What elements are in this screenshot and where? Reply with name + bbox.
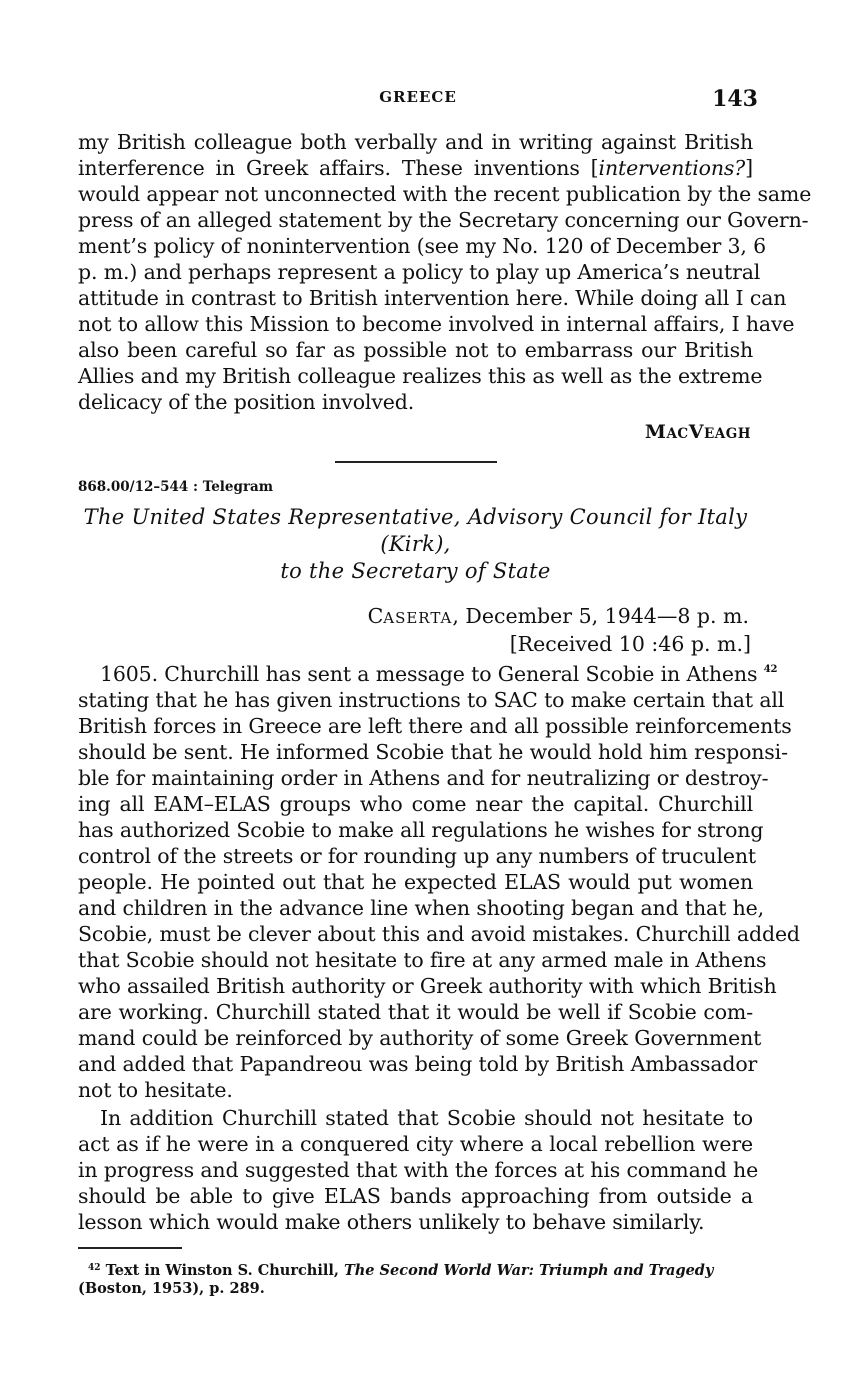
page-header xyxy=(78,86,758,116)
body-paragraph xyxy=(78,661,800,1103)
text-line: British forces in Greece are left there and all possible reinforcements xyxy=(78,714,792,738)
text-line: ing all EAM–ELAS groups who come near the capital. Churchill xyxy=(78,792,753,816)
text-line: Scobie, must be clever about this and avoid mistakes. Churchill added xyxy=(78,922,800,946)
text-line: that Scobie should not hesitate to fire at any armed male in Athens xyxy=(78,948,767,972)
text-line: 1605. Churchill has sent a message to General Scobie in Athens $^{42}$ xyxy=(100,662,778,686)
page-body xyxy=(78,129,812,1298)
footnote-divider xyxy=(78,1247,182,1249)
place-initial: C xyxy=(367,604,384,628)
place-date-line xyxy=(78,603,753,631)
heading-line: The United States Representative, Advisory Council for Italy (Kirk), xyxy=(83,505,748,556)
text-line: my British colleague both verbally and in writing against British xyxy=(78,130,753,154)
text-line: are working. Churchill stated that it would be well if Scobie com- xyxy=(78,1000,753,1024)
footnote-line: (Boston, 1953), p. 289. xyxy=(78,1280,265,1297)
text-line xyxy=(78,155,753,181)
text-line: has authorized Scobie to make all regulations he wishes for strong xyxy=(78,818,764,842)
text-line: attitude in contrast to British intervention here. While doing all I can xyxy=(78,286,787,310)
text-line: not to allow this Mission to become involved in internal affairs, I have xyxy=(78,312,795,336)
editorial-insertion: interventions? xyxy=(598,156,746,180)
text-line: should be able to give ELAS bands approaching from outside a xyxy=(78,1184,753,1208)
text-line: who assailed British authority or Greek authority with which British xyxy=(78,974,777,998)
text-line: mand could be reinforced by authority of some Greek Government xyxy=(78,1026,762,1050)
received-line: [Received 10 :46 p. m.] xyxy=(509,632,751,656)
text-line: ment’s policy of nonintervention (see my No. 120 of December 3, 6 xyxy=(78,234,767,258)
footnote xyxy=(78,1259,753,1298)
place-rest: ASERTA xyxy=(383,609,453,627)
text-line: press of an alleged statement by the Secretary concerning our Govern- xyxy=(78,208,809,232)
continuation-paragraph xyxy=(78,129,812,415)
footnote-reference: 42 xyxy=(763,664,778,675)
date-text: , December 5, 1944—8 p. m. xyxy=(452,604,749,628)
section-divider xyxy=(335,461,497,463)
text-line: lesson which would make others unlikely to behave similarly. xyxy=(78,1210,705,1234)
text-line: also been careful so far as possible not to embarrass our British xyxy=(78,338,753,362)
footnote-book-title: The Second World War: Triumph and Tragedy xyxy=(343,1262,714,1279)
footnote-line: $^{42}$ Text in Winston S. Churchill, The Second World War: Triumph and Tragedy xyxy=(88,1262,714,1279)
heading-line: to the Secretary of State xyxy=(280,559,551,583)
text-line: people. He pointed out that he expected ELAS would put women xyxy=(78,870,753,894)
text-line: ble for maintaining order in Athens and for neutralizing or destroy- xyxy=(78,766,769,790)
text-line: control of the streets or for rounding up any numbers of truculent xyxy=(78,844,756,868)
text-line: in progress and suggested that with the forces at his command he xyxy=(78,1158,759,1182)
text-line: p. m.) and perhaps represent a policy to play up America’s neutral xyxy=(78,260,761,284)
file-reference: 868.00/12–544 : Telegram xyxy=(78,479,274,495)
running-head: GREECE xyxy=(379,88,457,106)
text-line: would appear not unconnected with the recent publication by the same xyxy=(78,182,812,206)
document-heading xyxy=(78,504,753,585)
text-line: Allies and my British colleague realizes this as well as the extreme xyxy=(78,364,763,388)
text-segment: ] xyxy=(745,156,753,180)
signature: MACVEAGH xyxy=(644,421,751,443)
text-line: stating that he has given instructions to SAC to make certain that all xyxy=(78,688,785,712)
text-line: not to hesitate. xyxy=(78,1078,233,1102)
text-line: and added that Papandreou was being told by British Ambassador xyxy=(78,1052,758,1076)
footnote-number: 42 xyxy=(88,1263,101,1273)
text-line: and children in the advance line when shooting began and that he, xyxy=(78,896,764,920)
text-line: In addition Churchill stated that Scobie should not hesitate to xyxy=(100,1106,753,1130)
text-line: should be sent. He informed Scobie that he would hold him responsi- xyxy=(78,740,788,764)
body-paragraph xyxy=(78,1105,759,1235)
page-number: 143 xyxy=(712,86,758,112)
text-line: delicacy of the position involved. xyxy=(78,390,415,414)
text-line: act as if he were in a conquered city where a local rebellion were xyxy=(78,1132,753,1156)
text-segment: interference in Greek affairs. These inventions [ xyxy=(78,156,599,180)
